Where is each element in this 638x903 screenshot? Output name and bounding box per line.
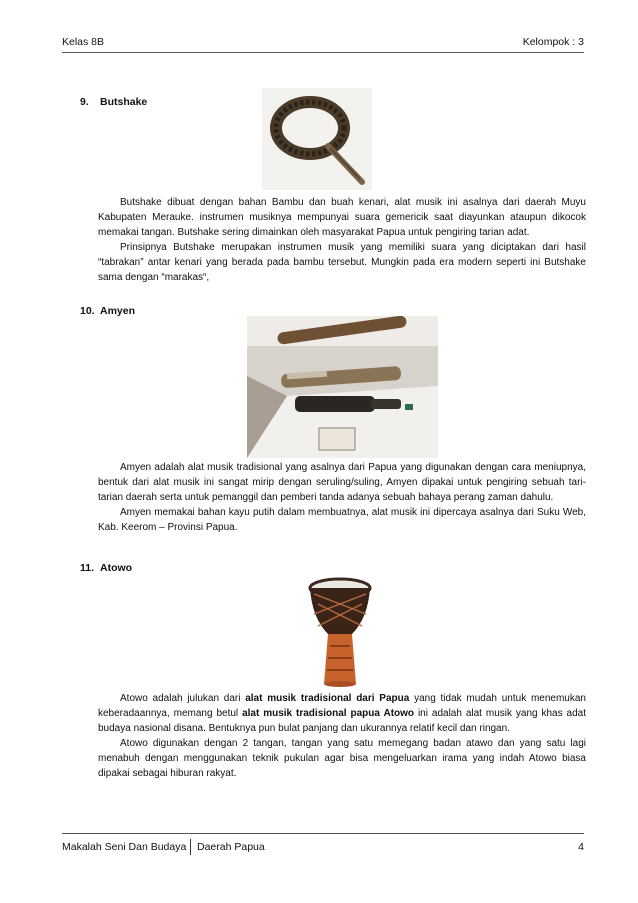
atowo-bold-2: alat musik tradisional papua Atowo [242,708,415,719]
header-group: Kelompok : 3 [522,36,584,48]
footer-topic: Daerah Papua [197,841,265,853]
header-class: Kelas 8B [62,36,105,48]
section-title-amyen: 10. Amyen [80,305,136,317]
atowo-image [300,574,380,688]
footer-subject: Makalah Seni Dan Budaya [62,841,187,853]
atowo-paragraph-1: Atowo adalah julukan dari alat musik tradisional dari Papua yang tidak mudah untuk menemukan keberadaannya, memang betul alat musik tradisional papua Atowo ini adalah alat musik yang khas adat budaya nasional disana. Bentuknya pun bulat panjang dan ukurannya relatif kecil dan ringan. [98,693,586,734]
butshake-paragraph-2: Prinsipnya Butshake merupakan instrumen musik yang memiliki suara yang diciptakan dari hasil “tabrakan” antar kenari yang berada pada bambu tersebut. Mungkin pada era modern seperti ini Butshake sama dengan “marakas“, [98,242,586,283]
amyen-paragraph-1: Amyen adalah alat musik tradisional yang asalnya dari Papua yang digunakan dengan cara meniupnya, bentuk dari alat musik ini sangat mirip dengan seruling/suling, Amyen dipakai untuk pengiring sebuah tari-tarian daerah serta untuk pemanggil dan pemberi tanda adanya sebuah bahaya perang zaman dahulu. [98,462,586,503]
amyen-image [247,316,438,458]
atowo-paragraph-2: Atowo digunakan dengan 2 tangan, tangan yang satu memegang badan atawo dan yang satu lagi menabuh dengan menggunakan teknik pukulan agar bisa mengeluarkan irama yang indah Atowo biasa dipakai sebagai hiburan rakyat. [98,738,586,779]
footer-divider [190,839,191,855]
butshake-description [98,195,586,285]
amyen-paragraph-2: Amyen memakai bahan kayu putih dalam membuatnya, alat musik ini dipercaya asalnya dari Suku Web, Kab. Keerom – Provinsi Papua. [98,507,586,533]
page-footer [62,833,584,854]
atowo-description [98,691,586,781]
butshake-paragraph-1: Butshake dibuat dengan bahan Bambu dan buah kenari, alat musik ini asalnya dari daerah Muyu Kabupaten Merauke. instrumen musiknya mempunyai suara gemericik saat diayunkan ataupun dikocok memakai tangan. Butshake sering dimainkan oleh masyarakat Papua untuk pengiring tarian adat. [98,197,586,238]
page-number: 4 [578,841,584,853]
amyen-description [98,460,586,535]
butshake-image [262,88,372,190]
atowo-bold-1: alat musik tradisional dari Papua [245,693,410,704]
section-title-atowo: 11. Atowo [80,562,133,574]
page-header [62,34,584,53]
section-title-butshake: 9. Butshake [80,96,148,108]
